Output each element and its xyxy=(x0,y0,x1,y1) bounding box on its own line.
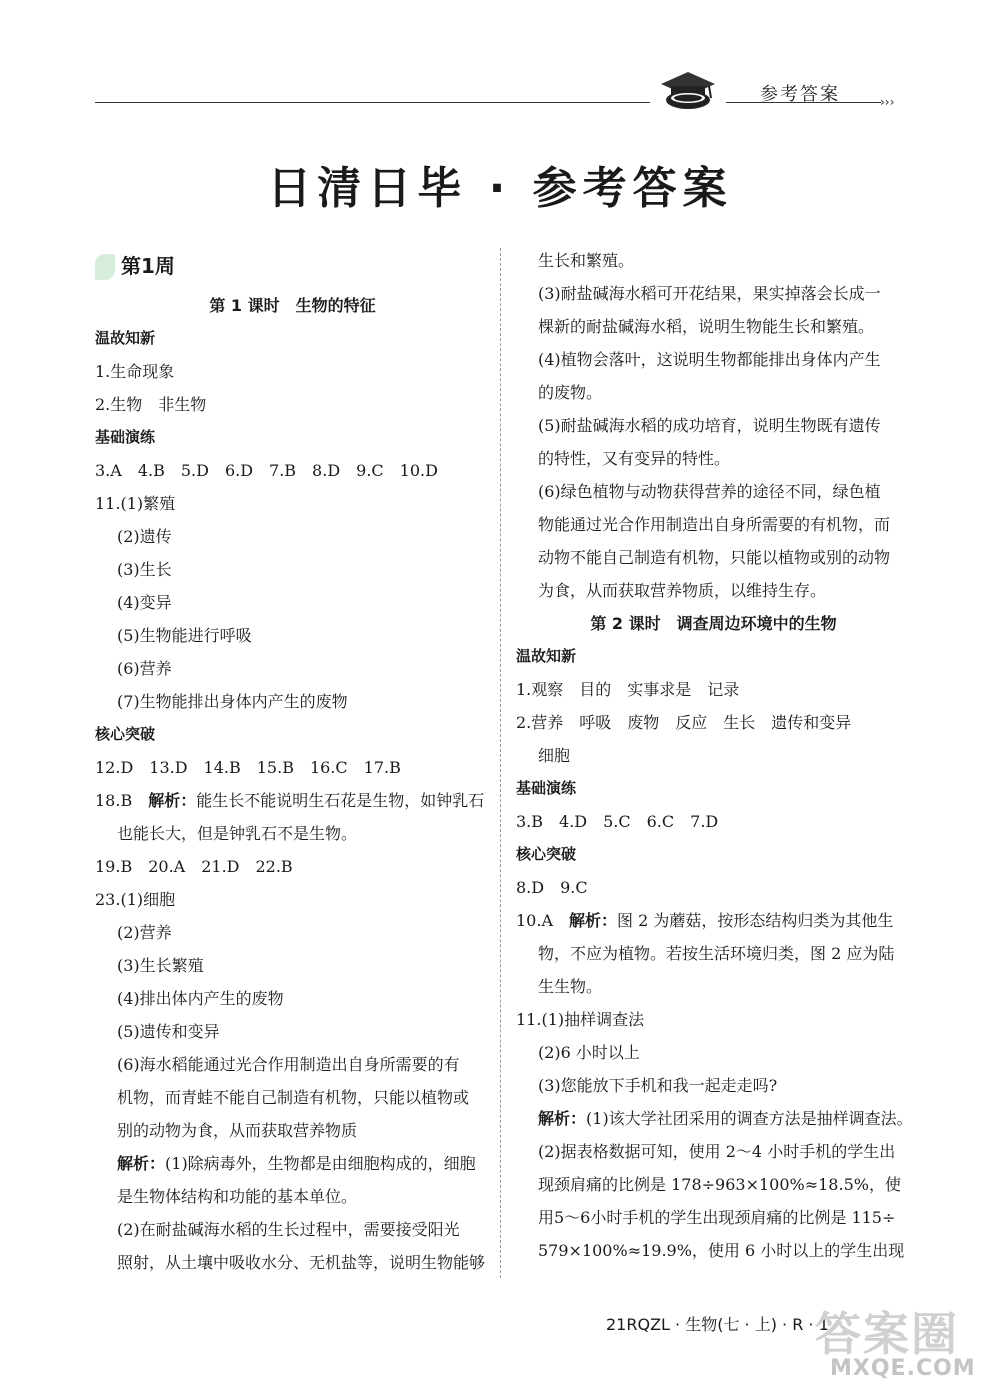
answer-line: 为食，从而获取营养物质，以维持生存。 xyxy=(538,581,827,600)
answer-line: (6)营养 xyxy=(117,659,172,678)
answer-line: 生生物。 xyxy=(538,977,603,996)
page-footer: 21RQZL · 生物(七 · 上) · R · 1 xyxy=(606,1315,829,1334)
answer-line: 10.A 解析：图 2 为蘑菇，按形态结构归类为其他生 xyxy=(516,911,894,930)
answer-line: 物，不应为植物。若按生活环境归类，图 2 应为陆 xyxy=(538,944,895,963)
lesson-title: 第 1 课时 生物的特征 xyxy=(209,296,376,315)
answer-line: 的废物。 xyxy=(538,383,603,402)
answer-line: (3)耐盐碱海水稻可开花结果，果实掉落会长成一 xyxy=(538,284,881,303)
answer-line: (4)变异 xyxy=(117,593,172,612)
explanation-tag: 解析： xyxy=(117,1154,166,1173)
answer-line: (5)耐盐碱海水稻的成功培育，说明生物既有遗传 xyxy=(538,416,881,435)
answer-line: (2)营养 xyxy=(117,923,172,942)
answer-line: 也能长大，但是钟乳石不是生物。 xyxy=(117,824,358,843)
answer-line: 机物，而青蛙不能自己制造有机物，只能以植物或 xyxy=(117,1088,470,1107)
explanation-tag: 解析： xyxy=(148,791,197,810)
header-arrow: ››› xyxy=(880,95,895,109)
week-leaf-icon xyxy=(95,254,115,280)
left-column xyxy=(95,244,490,1279)
column-divider xyxy=(500,248,501,1278)
answer-line: 用5～6小时手机的学生出现颈肩痛的比例是 115÷ xyxy=(538,1208,896,1227)
right-column xyxy=(516,244,911,1267)
answer-line: (2)在耐盐碱海水稻的生长过程中，需要接受阳光 xyxy=(117,1220,460,1239)
answer-line: (2)6 小时以上 xyxy=(538,1043,640,1062)
section-heading: 温故知新 xyxy=(95,329,156,347)
answer-line: 23.(1)细胞 xyxy=(95,890,176,909)
answer-line: (6)绿色植物与动物获得营养的途径不同，绿色植 xyxy=(538,482,881,501)
answer-line: 8.D 9.C xyxy=(516,878,588,897)
explanation-tag: 解析： xyxy=(538,1109,587,1128)
answer-line: 现颈肩痛的比例是 178÷963×100%≈18.5%，使 xyxy=(538,1175,901,1194)
section-heading: 基础演练 xyxy=(516,779,577,797)
answer-line: 动物不能自己制造有机物，只能以植物或别的动物 xyxy=(538,548,891,567)
answer-line: 3.B 4.D 5.C 6.C 7.D xyxy=(516,812,719,831)
answer-line: 579×100%≈19.9%，使用 6 小时以上的学生出现 xyxy=(538,1241,905,1260)
lesson-title: 第 2 课时 调查周边环境中的生物 xyxy=(590,614,837,633)
section-heading: 核心突破 xyxy=(516,845,577,863)
answer-line: (3)生长繁殖 xyxy=(117,956,204,975)
header-label: 参考答案 xyxy=(760,84,840,105)
answer-line: 1.观察 目的 实事求是 记录 xyxy=(516,680,740,699)
answer-line: (6)海水稻能通过光合作用制造出自身所需要的有 xyxy=(117,1055,460,1074)
section-heading: 核心突破 xyxy=(95,725,156,743)
graduation-cap-icon xyxy=(655,64,721,114)
answer-line: 物能通过光合作用制造出自身所需要的有机物，而 xyxy=(538,515,891,534)
answer-line: 3.A 4.B 5.D 6.D 7.B 8.D 9.C 10.D xyxy=(95,461,438,480)
answer-line: 12.D 13.D 14.B 15.B 16.C 17.B xyxy=(95,758,401,777)
explanation-tag: 解析： xyxy=(569,911,618,930)
answer-line: 棵新的耐盐碱海水稻，说明生物能生长和繁殖。 xyxy=(538,317,875,336)
answer-line: 别的动物为食，从而获取营养物质 xyxy=(117,1121,358,1140)
answer-line: 解析：(1)该大学社团采用的调查方法是抽样调查法。 xyxy=(538,1109,913,1128)
answer-line: 生长和繁殖。 xyxy=(538,251,635,270)
answer-line: (4)植物会落叶，这说明生物都能排出身体内产生 xyxy=(538,350,881,369)
answer-line: 细胞 xyxy=(538,746,571,765)
watermark-logo xyxy=(760,1298,995,1388)
header-rule-right xyxy=(726,102,881,103)
watermark-text: 答案圈 xyxy=(815,1307,959,1361)
answer-line: 2.生物 非生物 xyxy=(95,395,207,414)
answer-line: (4)排出体内产生的废物 xyxy=(117,989,284,1008)
answer-line: 的特性，又有变异的特性。 xyxy=(538,449,731,468)
answer-line: (2)遗传 xyxy=(117,527,172,546)
answer-line: 2.营养 呼吸 废物 反应 生长 遗传和变异 xyxy=(516,713,852,732)
answer-line: 19.B 20.A 21.D 22.B xyxy=(95,857,293,876)
answer-line: 18.B 解析：能生长不能说明生石花是生物，如钟乳石 xyxy=(95,791,485,810)
answer-line: (3)生长 xyxy=(117,560,172,579)
answer-line: (2)据表格数据可知，使用 2～4 小时手机的学生出 xyxy=(538,1142,896,1161)
section-heading: 基础演练 xyxy=(95,428,156,446)
answer-line: (3)您能放下手机和我一起走走吗? xyxy=(538,1076,778,1095)
watermark-url: MXQE.COM xyxy=(830,1356,976,1381)
answer-line: 11.(1)繁殖 xyxy=(95,494,176,513)
answer-line: 解析：(1)除病毒外，生物都是由细胞构成的，细胞 xyxy=(117,1154,476,1173)
answer-line: (5)遗传和变异 xyxy=(117,1022,220,1041)
answer-line: 照射，从土壤中吸收水分、无机盐等，说明生物能够 xyxy=(117,1253,486,1272)
week-heading: 第1周 xyxy=(95,244,490,289)
header-rule-left xyxy=(95,102,650,103)
answer-line: 是生物体结构和功能的基本单位。 xyxy=(117,1187,358,1206)
answer-line: 1.生命现象 xyxy=(95,362,175,381)
page-title: 日清日毕 · 参考答案 xyxy=(267,163,733,214)
answer-line: (5)生物能进行呼吸 xyxy=(117,626,252,645)
answer-line: (7)生物能排出身体内产生的废物 xyxy=(117,692,348,711)
answer-line: 11.(1)抽样调查法 xyxy=(516,1010,645,1029)
section-heading: 温故知新 xyxy=(516,647,577,665)
